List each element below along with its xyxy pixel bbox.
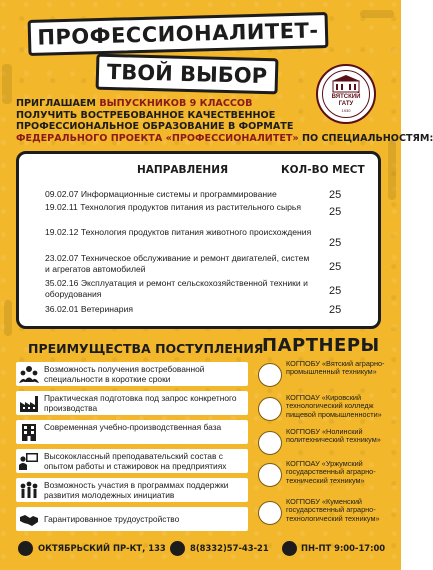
advantage-item xyxy=(16,420,248,444)
partner-name: КОГПОБУ «Куменский государственный аграрно-технологический техникум» xyxy=(286,497,380,523)
logo-text: ВЯТСКИЙ ГАТУ xyxy=(331,94,361,107)
factory-icon xyxy=(19,393,39,413)
advantages-title: ПРЕИМУЩЕСТВА ПОСТУПЛЕНИЯ xyxy=(28,341,264,356)
advantage-item xyxy=(16,507,248,531)
footer xyxy=(0,538,401,562)
header-directions: НАПРАВЛЕНИЯ xyxy=(137,164,229,176)
advantage-text: Гарантированное трудоустройство xyxy=(44,514,180,524)
table-row-seats: 25 xyxy=(329,304,342,316)
programs-table xyxy=(16,151,381,329)
university-logo xyxy=(316,64,376,124)
table-row-program: 19.02.11 Технология продуктов питания из растительного сырья xyxy=(45,202,302,212)
table-row-program: 23.02.07 Техническое обслуживание и ремонт двигателей, систем и агрегатов автомобилей xyxy=(45,253,310,274)
table-row-seats: 25 xyxy=(329,285,342,297)
advantage-text: Возможность получения востребованной специальности в короткие сроки xyxy=(44,364,205,384)
location-pin-icon xyxy=(18,541,33,556)
phone-icon xyxy=(170,541,185,556)
partner-name: КОГПОБУ «Вятский аграрно-промышленный техникум» xyxy=(286,359,385,377)
header-seats: КОЛ-ВО МЕСТ xyxy=(281,164,365,176)
footer-hours: ПН-ПТ 9:00-17:00 xyxy=(301,543,386,553)
partner-name: КОГПОАУ «Кировский технологический колледж пищевой промышленности» xyxy=(286,393,382,419)
advantage-item xyxy=(16,362,248,386)
logo-year: 1930 xyxy=(341,108,351,113)
table-row-program: 19.02.12 Технология продуктов питания животного происхождения xyxy=(45,227,312,237)
building-icon xyxy=(19,422,39,442)
table-row-program: 35.02.16 Эксплуатация и ремонт сельскохозяйственной техники и оборудования xyxy=(45,278,308,299)
table-row-program: 36.02.01 Ветеринария xyxy=(45,304,134,314)
advantage-text: Возможность участия в программах поддержки развития молодежных инициатив xyxy=(44,480,229,500)
footer-address: ОКТЯБРЬСКИЙ ПР-КТ, 133 xyxy=(38,543,166,553)
partner-item xyxy=(258,360,388,392)
decor-block xyxy=(4,300,12,336)
partner-item xyxy=(258,460,388,492)
partners-title: ПАРТНЕРЫ xyxy=(262,335,380,356)
page-title xyxy=(10,14,340,96)
intro-text: ПРИГЛАШАЕМ ВЫПУСКНИКОВ 9 КЛАССОВ ПОЛУЧИТЬ ВОСТРЕБОВАННОЕ КАЧЕСТВЕННОЕ ПРОФЕССИОНАЛЬНОЕ ОБРАЗОВАНИЕ В ФОРМАТЕ ФЕДЕРАЛЬНОГО ПРОЕКТА «ПРОФЕССИОНАЛИТЕТ» ПО СПЕЦИАЛЬНОСТЯМ: xyxy=(16,98,433,144)
partner-name: КОГПОАУ «Уржумский государственный аграрно-технический техникум» xyxy=(286,459,376,485)
decor-block xyxy=(360,10,394,18)
partner-name: КОГПОБУ «Нолинский политехнический техникум» xyxy=(286,427,381,445)
advantage-text: Практическая подготовка под запрос конкретного производства xyxy=(44,393,237,413)
title-line-1: ПРОФЕССИОНАЛИТЕТ- xyxy=(28,12,329,56)
footer-phone[interactable]: 8(8332)57-43-21 xyxy=(190,543,269,553)
people-icon xyxy=(19,364,39,384)
table-row-seats: 25 xyxy=(329,237,342,249)
handshake-icon xyxy=(19,509,39,529)
partner-item xyxy=(258,394,388,426)
partner-logo xyxy=(258,431,282,455)
decor-block xyxy=(388,140,396,200)
clock-icon xyxy=(282,541,297,556)
partner-logo xyxy=(258,463,282,487)
advantage-text: Высококлассный преподавательский состав с опытом работы и стажировок на предприятиях xyxy=(44,451,227,471)
partner-logo xyxy=(258,501,282,525)
advantage-item xyxy=(16,478,248,502)
title-line-2: ТВОЙ ВЫБОР xyxy=(96,54,279,95)
advantage-item xyxy=(16,449,248,473)
partner-item xyxy=(258,498,388,530)
table-row-seats: 25 xyxy=(329,189,342,201)
partner-item xyxy=(258,428,388,460)
table-row-seats: 25 xyxy=(329,206,342,218)
table-row-program: 09.02.07 Информационные системы и программирование xyxy=(45,189,277,199)
advantage-text: Современная учебно-производственная база xyxy=(44,422,222,432)
advantage-item xyxy=(16,391,248,415)
table-row-seats: 25 xyxy=(329,261,342,273)
teacher-icon xyxy=(19,451,39,471)
group-icon xyxy=(19,480,39,500)
partner-logo xyxy=(258,363,282,387)
partner-logo xyxy=(258,397,282,421)
building-icon xyxy=(332,75,360,93)
